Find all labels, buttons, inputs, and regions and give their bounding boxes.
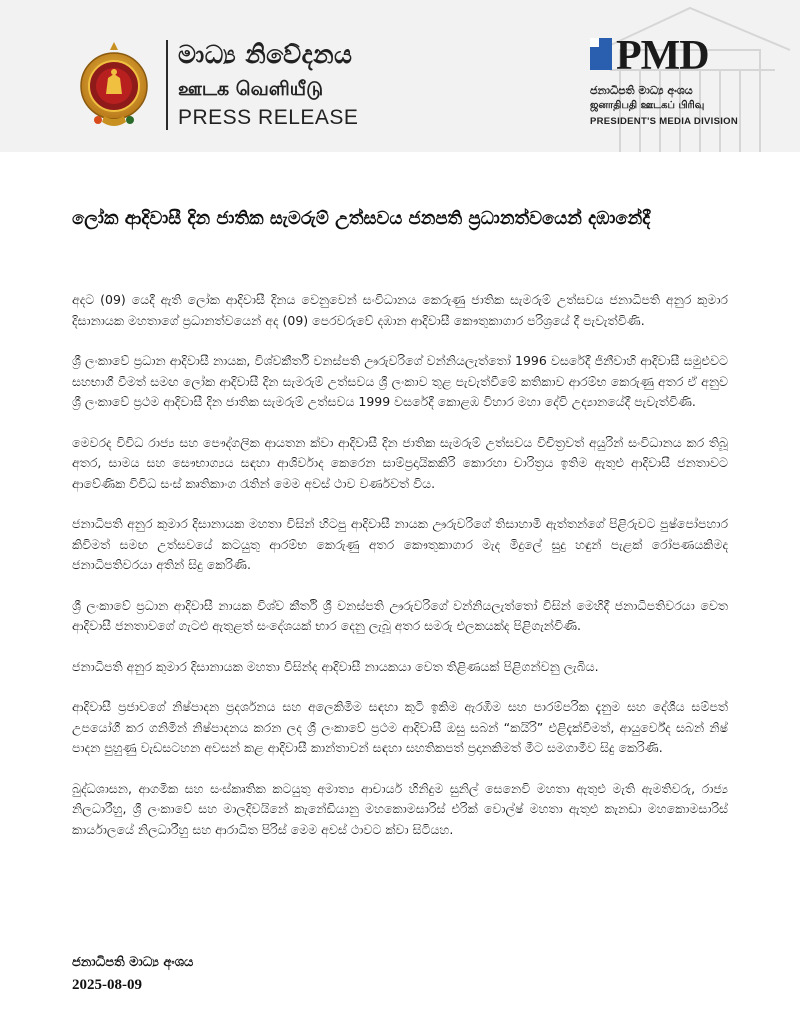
paragraph: මෙවරද විවිධ රාජ්‍ය සහ පෞද්ගලික ආයතන ක්වා ආදිවාසී දින ජාතික සැමරුම් උත්සවය විචිත්‍රවත් අයුරින් සංවිධානය කර තිබූ අතර, සාමය සහ සෞභාග්‍යය සඳහා ආශිර්වාද කෙරෙන සාම්ප්‍රදායිකකිරි කොරහා චාරිත්‍රය ඉතිම ඇතුළු ආදිවාසී ජනතාවට ආවේණික විවිධ සංස් කෘතිකාංග රැතින් මෙම අවස් ථාව වර්ණවත් විය. [72,434,728,491]
article-title: ලෝක ආදිවාසී දින ජාතික සැමරුම් උත්සවය ජනපති ප්‍රධානත්වයෙන් දඹානේදී [72,208,651,229]
paragraph: ජනාධිපති අනුර කුමාර දිසානායක මහතා විසින්ද ආදිවාසී නායකයා වෙත තිළිණයක් පිළිගන්වනු ලැබිය. [72,658,599,674]
release-date: 2025-08-09 [72,977,142,993]
header-divider [166,40,168,130]
release-footer [72,952,193,996]
paragraph: ශ්‍රී ලංකාවේ ප්‍රධාන ආදිවාසී නායක, විශ්වකීර්ති වනස්පති ඌරුවරිගේ වන්නියලැත්තෝ 1996 වසරේදී ජිනීවාහි ආදිවාසී සමුළුවට සහභාගී වීමත් සමඟ ලෝක ආදිවාසී දින සැමරුම් උත්සවය ශ්‍රී ලංකාව තුළ පැවැත්වීමේ කතිකාව ආරම්භ කෙරුණු අතර ඒ අනුව ශ්‍රී ලංකාවේ ප්‍රථම ආදිවාසී දින ජාතික සැමරුම් උත්සවය 1999 වසරේදී කොළඹ විහාර මහා දේවි උද්‍යානයේදී පැවැත්විණි. [72,353,728,409]
paragraph: ආදිවාසී ප්‍රජාවගේ නිෂ්පාදන ප්‍රදර්ශනය සහ අලෙකිමිම සඳහා කුටි ඉකිම ඇරඹීම සහ පාරම්පරික දැනුම සහ දේශීය සම්පත් උපයෝගී කර ගනිමින් නිෂ්පාදනය කරන ලද ශ්‍රී ලංකාවේ ප්‍රථම ආදිවාසී ඔසු සබන් “කයිරි” එළිදැක්වීමත්, ආයුර්වේද සබන් නිෂ් පාදන පුහුණු වැඩසටහන අවසන් කළ ආදිවාසී කාන්තාවන් සඳහා සහතිකපත් ප්‍රදානකිමත් මීට සමගාමීව සිදු කෙරිණි. [72,699,728,755]
issuer-name: ජනාධිපති මාධ්‍ය අංශය [72,955,194,970]
org-name-tamil: ஜனாதிபதி ஊடகப் பிரிவு [590,100,705,111]
sri-lanka-emblem-icon [78,38,150,134]
org-name-english: PRESIDENT'S MEDIA DIVISION [590,116,739,127]
paragraph: බුද්ධශාසන, ආගමික සහ සංස්කෘතික කටයුතු අමාත්‍ය ආචාර්ය හිනිදුම සුනිල් සෙනෙවි මහතා ඇතුළු මැති ඇමතිවරු, රාජ්‍ය නිලධාරීහු, ශ්‍රී ලංකාවේ සහ මාලදිවයිනේ කැනේඩියානු මහකොමසාරිස් එරික් වොල්ෂ් මහතා ඇතුළු කැනඩා මහකොමසාරිස් කාර්යාලයේ නිලධාරීහු සහ ආරාධිත පිරිස් මෙම අවස් ථාවට ක්වා සිටියහ. [72,780,728,837]
paragraph: ශ්‍රී ලංකාවේ ප්‍රධාන ආදිවාසී නායක විශ්ව කීර්ති ශ්‍රී වනස්පති ඌරුවරිගේ වන්නියලැත්තෝ විසින් මෙහිදී ජනාධිපතිවරයා වෙත ආදිවාසී ජනතාවගේ ගැටළු ඇතුළත් සංදේශයක් භාර දෙනු ලැබූ අතර සමරු එලකයක්ද පිළිගැන්විණි. [72,597,728,633]
pmd-logo-icon [590,38,612,70]
title-sinhala: මාධ්‍ය නිවේදනය [178,40,353,69]
title-english: PRESS RELEASE [178,106,359,129]
pmd-logo-text: PMD [616,33,709,79]
org-name-sinhala: ජනාධිපති මාධ්‍ය අංශය [590,84,693,97]
article-body [72,290,728,860]
press-release-header [0,0,800,152]
paragraph: ජනාධිපති අනුර කුමාර දිසානායක මහතා විසින් හිටපු ආදිවාසී නායක ඌරුවරිගේ තිසාහාමි ඇත්තන්ගේ පිළිරුවට පුෂ්පෝපහාර කිවිමත් සමඟ උත්සවයේ කටයුතු ආරම්භ කෙරුණු අතර කෞතුකාගාර මැද මිදුලේ සුදු හඳුන් පැළක් රෝපණයකිමද ජනාධිපතිවරයා අතින් සිදු කෙරිණි. [72,516,728,572]
paragraph: අදට (09) යෙදී ඇති ලෝක ආදිවාසී දිනය වෙනුවෙන් සංවිධානය කෙරුණු ජාතික සැමරුම් උත්සවය ජනාධිපති අනුර කුමාර දිසානායක මහතාගේ ප්‍රධානත්වයෙන් අද (09) පෙරවරුවේ දඹාන ආදිවාසී කෞතුකාගාර පරිශ්‍රයේ දී පැවැත්විණි. [72,292,728,328]
title-tamil: ஊடக வெளியீடு [178,78,324,100]
